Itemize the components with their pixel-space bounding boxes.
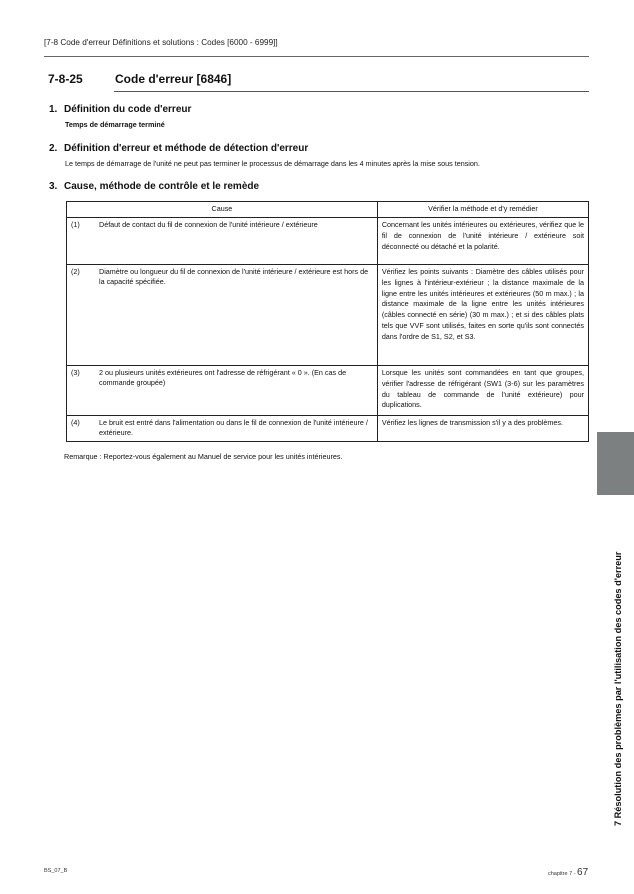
running-head: [7-8 Code d'erreur Définitions et solutions : Codes [6000 - 6999]] — [44, 38, 278, 47]
footer-page-ref — [548, 862, 588, 880]
item-heading-3 — [49, 181, 259, 192]
cause-text: Le bruit est entré dans l'alimentation ou dans le fil de connexion de l'unité intérieure / extérieure. — [99, 418, 368, 437]
table-header-row — [67, 202, 589, 218]
item-number: 3. — [49, 181, 58, 192]
item-number: 1. — [49, 104, 58, 115]
page-number: 67 — [577, 867, 589, 878]
table-row — [67, 218, 589, 265]
row-number: (4) — [71, 418, 80, 427]
remedy-text: Vérifiez les lignes de transmission s'il y a des problèmes. — [381, 418, 563, 427]
remedy-text: Concernant les unités intérieures ou extérieures, vérifiez que le fil de connexion de l'unité intérieure / extérieure soit déconnecté ou détaché et la polarité. — [381, 220, 584, 251]
note-text: Remarque : Reportez-vous également au Manuel de service pour les unités intérieures. — [64, 452, 343, 461]
item-number: 2. — [49, 143, 58, 154]
cause-text: Diamètre ou longueur du fil de connexion de l'unité intérieure / extérieure est hors de la capacité spécifiée. — [99, 267, 369, 286]
chapter-side-label: 7 Résolution des problèmes par l'utilisation des codes d'erreur — [613, 551, 623, 826]
item-body-2: Le temps de démarrage de l'unité ne peut pas terminer le processus de démarrage dans les 4 minutes après la mise sous tension. — [65, 159, 480, 168]
header-rule — [44, 56, 589, 57]
cause-cell — [67, 218, 378, 265]
remedy-cell — [377, 366, 588, 416]
footer-doc-code: BS_07_B — [44, 868, 68, 874]
item-heading-text: Cause, méthode de contrôle et le remède — [64, 181, 260, 192]
cause-cell — [67, 265, 378, 366]
row-number: (3) — [71, 368, 80, 377]
header-cause: Cause — [67, 202, 378, 218]
chapter-tab — [597, 432, 634, 495]
remedy-text: Vérifiez les points suivants : Diamètre des câbles utilisés pour les lignes à l'intérieur-extérieur ; la distance maximale de la ligne entre les unités intérieures et extérieures (50 m max.) ; la distance maximale de la ligne entre les unités intérieures (câbles connecté en série) (30 m max.) ; et si des câbles plats tels que VVF sont utilisés, faites en sorte qu'ils sont connectés dans l'ordre de S1, S2, et S3. — [381, 267, 584, 341]
cause-cell — [67, 416, 378, 442]
remedy-cell — [377, 416, 588, 442]
row-number: (2) — [71, 267, 80, 276]
remedy-text: Lorsque les unités sont commandées en tant que groupes, vérifier l'adresse de réfrigérant (SW1 (3-6) sur les paramètres du tableau de commande de l'unité extérieure) pour duplications. — [381, 368, 584, 410]
header-remedy: Vérifier la méthode et d'y remédier — [377, 202, 588, 218]
section-number: 7-8-25 — [48, 72, 83, 86]
cause-cell — [67, 366, 378, 416]
table-row — [67, 366, 589, 416]
table-row — [67, 416, 589, 442]
item-heading-text: Définition du code d'erreur — [64, 104, 192, 115]
cause-text: Défaut de contact du fil de connexion de l'unité intérieure / extérieure — [99, 220, 318, 229]
section-title: Code d'erreur [6846] — [115, 72, 232, 86]
remedy-cell — [377, 218, 588, 265]
cause-remedy-table — [66, 201, 589, 442]
table-row — [67, 265, 589, 366]
item-body-1: Temps de démarrage terminé — [65, 120, 165, 129]
remedy-cell — [377, 265, 588, 366]
item-heading-text: Définition d'erreur et méthode de détection d'erreur — [64, 143, 309, 154]
item-heading-1 — [49, 104, 191, 115]
footer-chapter: chapitre 7 - — [548, 871, 578, 877]
item-heading-2 — [49, 143, 308, 154]
row-number: (1) — [71, 220, 80, 229]
cause-text: 2 ou plusieurs unités extérieures ont l'adresse de réfrigérant « 0 ». (En cas de commande groupée) — [99, 368, 347, 387]
title-rule — [114, 91, 589, 92]
